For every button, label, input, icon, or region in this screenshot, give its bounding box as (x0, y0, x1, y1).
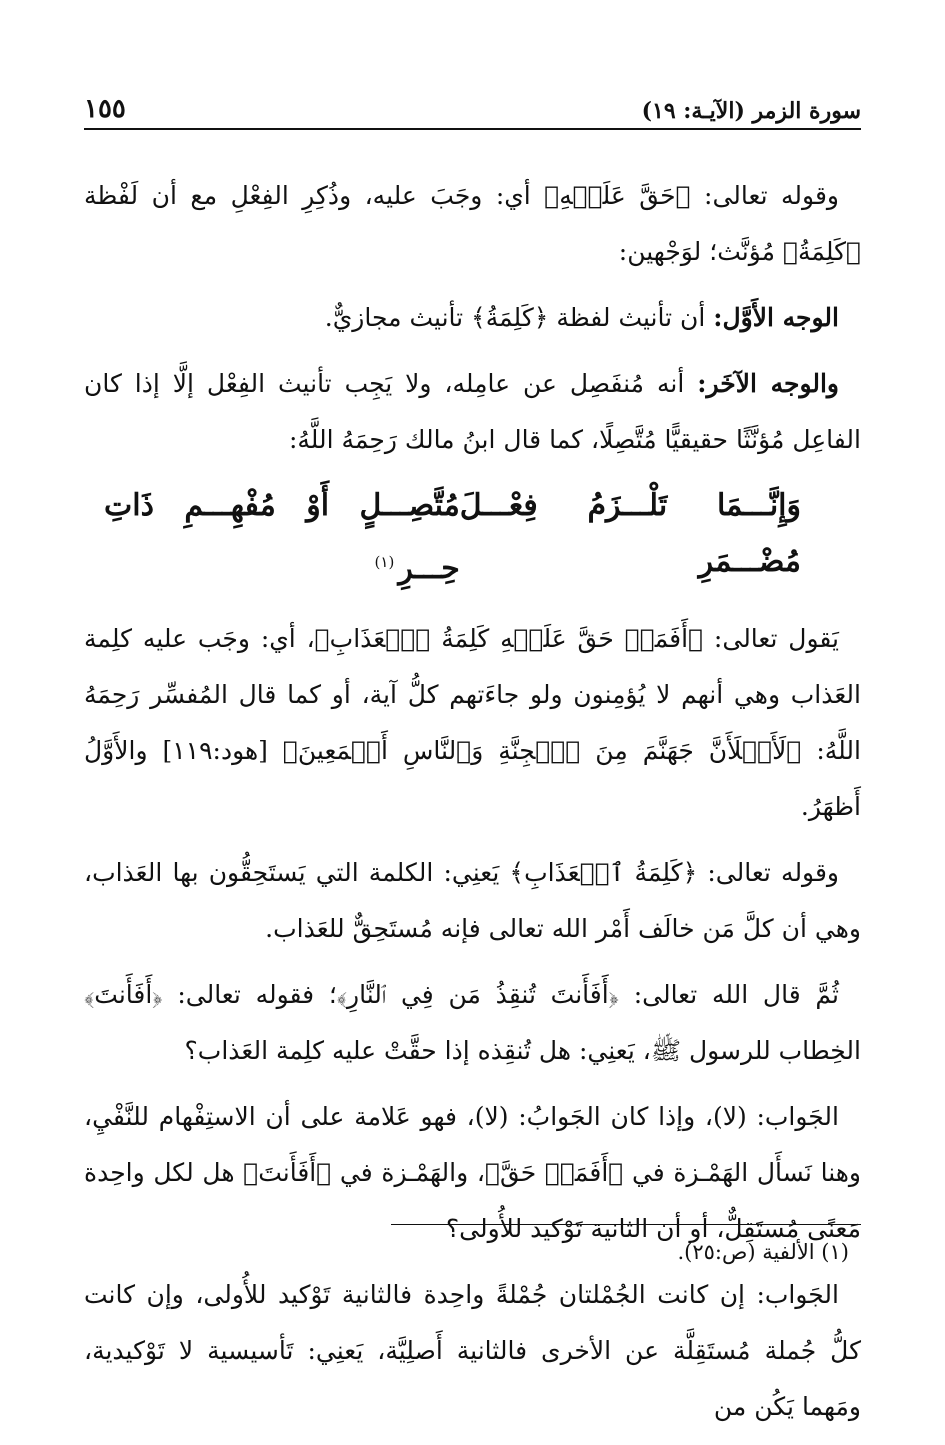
verse-second-hemistich (104, 478, 460, 597)
paragraph-6: ثُمَّ قال الله تعالى: ﴿أَفَأَنتَ تُنقِذُ مَن فِي ٱلنَّارِ﴾؛ فقوله تعالى: ﴿أَفَأَنتَ﴾ الخِطاب للرسول ﷺ، يَعنِي: هل تُنقِذه إذا حقَّتْ عليه كلِمة العَذاب؟ (84, 980, 861, 1065)
paragraph-5: وقوله تعالى: ﴿كَلِمَةُ ٱلۡعَذَابِ﴾ يَعنِي: الكلمة التي يَستَحِقُّون بها العَذاب، وهي أن كلَّ مَن خالَف أَمْر الله تعالى فإنه مُستَحِقٌّ للعَذاب. (84, 858, 861, 943)
poetry-verse (104, 478, 801, 597)
paragraph-7: الجَواب: (لا)، وإذا كان الجَوابُ: (لا)، فهو عَلامة على أن الاستِفْهام للنَّفْيِ، وهنا نَسأَل الهَمْـزة في ﴿أَفَمَنۡ حَقَّ﴾، والهَمْـزة في ﴿أَفَأَنتَ﴾ هل لكل واحِدة مَعنًى مُستَقِلٌّ، أو أن الثانية تَوْكيد للأُولى؟ (84, 1102, 861, 1243)
paragraph-8: الجَواب: إن كانت الجُمْلتان جُمْلةً واحِدة فالثانية تَوْكيد للأُولى، وإن كانت كلُّ جُملة مُستَقِلَّة عن الأخرى فالثانية أَصلِيَّة، يَعنِي: تَأسيسية لا تَوْكيدية، ومَهما يَكُن من (84, 1280, 862, 1421)
paragraph-2-label: الوجه الأَوَّل: (713, 303, 839, 332)
page-number: ١٥٥ (84, 94, 126, 124)
paragraph-3-text: أنه مُنفَصِل عن عامِله، ولا يَجِب تأنيث الفِعْل إلَّا إذا كان الفاعِل مُؤنَّثًا حقيقيًّا مُتَّصِلًا، كما قال ابنُ مالك رَحِمَهُ اللَّهُ: (84, 369, 861, 454)
footnote-separator (391, 1224, 861, 1225)
page-header (84, 84, 861, 130)
paragraph-3-label: والوجه الآخَر: (697, 369, 839, 398)
verse-first-hemistich: وَإِنَّـــمَا تَلْـــزَمُ فِعْـــلَ مُضْـــمَرِ (459, 488, 801, 579)
paragraph-3 (84, 356, 861, 468)
paragraph-1: وقوله تعالى: ﴿حَقَّ عَلَيۡهِ﴾ أي: وجَبَ عليه، وذُكِرِ الفِعْلِ مع أن لَفْظة ﴿كَلِمَةُ﴾ مُؤنَّث؛ لوَجْهين: (84, 181, 861, 266)
paragraph-2-text: أن تأنيث لفظة ﴿كَلِمَةُ﴾ تأنيث مجازيٌّ. (324, 303, 714, 332)
paragraph-4: يَقول تعالى: ﴿أَفَمَنۡ حَقَّ عَلَيۡهِ كَلِمَةُ ٱلۡعَذَابِ﴾، أي: وجَب عليه كلِمة العَذاب وهي أنهم لا يُؤمِنون ولو جاءَتهم كلُّ آية، أو كما قال المُفسِّر رَحِمَهُ اللَّهُ: ﴿لَأَمۡلَأَنَّ جَهَنَّمَ مِنَ ٱلۡجِنَّةِ وَٱلنَّاسِ أَجۡمَعِينَ﴾ [هود:١١٩] والأَوَّلُ أَظهَرُ. (84, 624, 861, 821)
running-title: سورة الزمر (الآيـة: ١٩) (641, 98, 861, 124)
verse-second-hemistich-text: مُتَّصِـــلٍ أَوْ مُفْهِـــمِ ذَاتِ حِـــرِ (104, 488, 460, 586)
paragraph-2 (84, 290, 861, 346)
footnote: (١) الألفية (ص:٢٥). (677, 1240, 849, 1264)
footnote-marker: (١) (374, 553, 395, 571)
